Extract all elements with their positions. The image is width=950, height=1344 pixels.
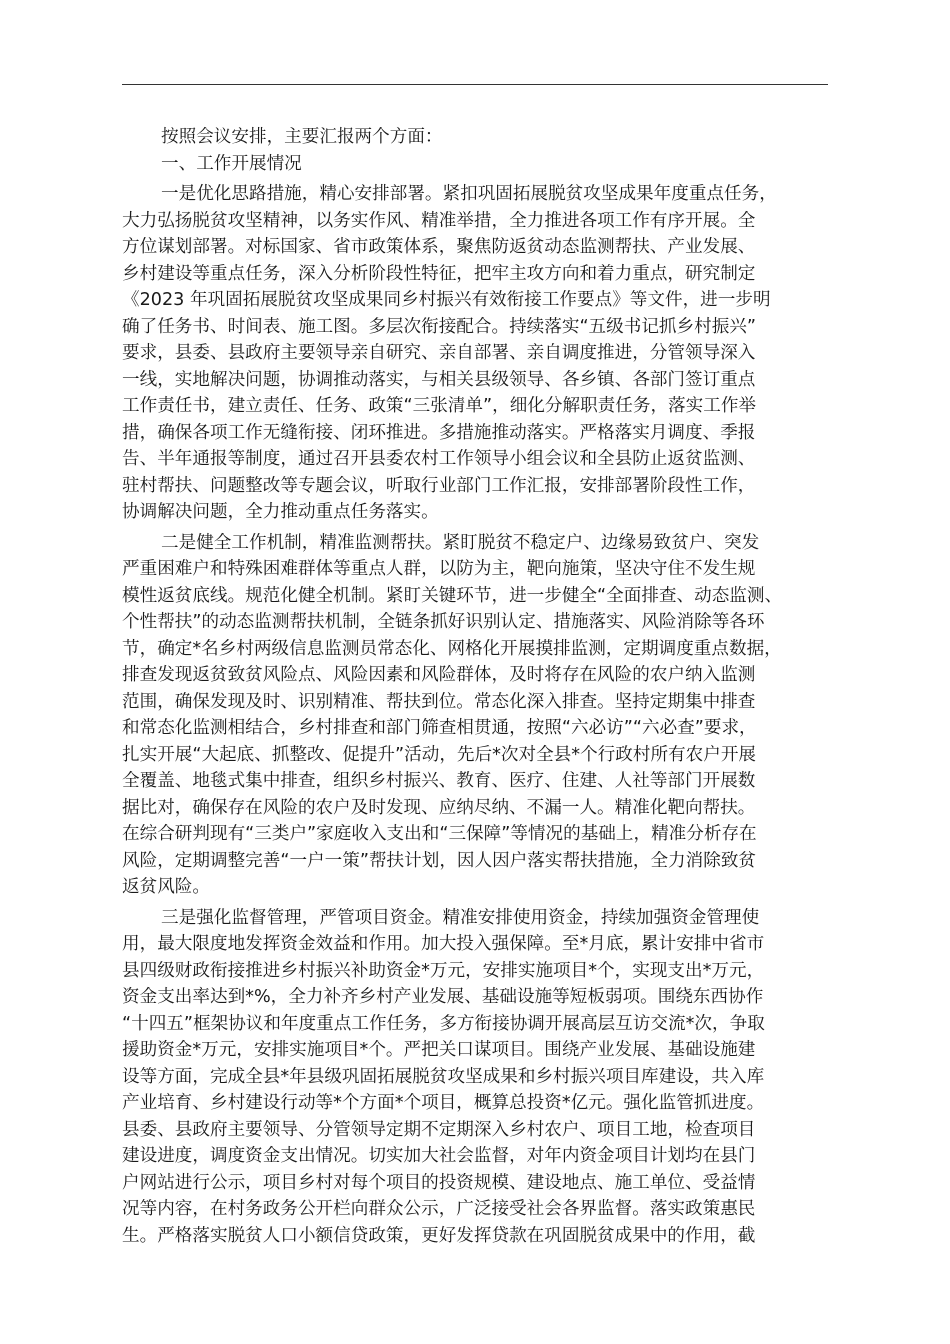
paragraph-line: 乡村建设等重点任务，深入分析阶段性特征，把牢主攻方向和着力重点，研究制定 [122, 263, 756, 284]
paragraph-line: 要求，县委、县政府主要领导亲自研究、亲自部署、亲自调度推进，分管领导深入 [122, 343, 756, 363]
paragraph-line: 二是健全工作机制，精准监测帮扶。紧盯脱贫不稳定户、边缘易致贫户、突发 [161, 532, 760, 553]
paragraph-3 [122, 905, 828, 1250]
paragraph-line: 严重困难户和特殊困难群体等重点人群，以防为主，靶向施策，坚决守住不发生规 [122, 559, 756, 579]
header-rule [122, 84, 828, 85]
paragraph-line: 协调解决问题，全力推动重点任务落实。 [122, 502, 439, 522]
paragraph-2 [122, 530, 828, 901]
paragraph-line: 风险，定期调整完善“一户一策”帮扶计划，因人因户落实帮扶措施，全力消除致贫 [122, 850, 757, 871]
paragraph-line: 县委、县政府主要领导、分管领导定期不定期深入乡村农户、项目工地，检查项目 [122, 1119, 756, 1140]
paragraph-line: 告、半年通报等制度，通过召开县委农村工作领导小组会议和全县防止返贫监测、 [122, 449, 756, 469]
paragraph-line: 大力弘扬脱贫攻坚精神，以务实作风、精准举措，全力推进各项工作有序开展。全 [122, 210, 756, 231]
paragraph-line: 方位谋划部署。对标国家、省市政策体系，聚焦防返贫动态监测帮扶、产业发展、 [122, 237, 756, 257]
paragraph-line: 节，确定*名乡村两级信息监测员常态化、网格化开展摸排监测，定期调度重点数据， [122, 638, 782, 659]
paragraph-line: 个性帮扶”的动态监测帮扶机制，全链条抓好识别认定、措施落实、风险消除等各环 [122, 612, 765, 632]
paragraph-line: 建设进度，调度资金支出情况。切实加大社会监督，对年内资金项目计划均在县门 [122, 1146, 756, 1166]
section-heading: 一、工作开展情况 [161, 153, 302, 174]
paragraph-line: 况等内容，在村务政务公开栏向群众公示，广泛接受社会各界监督。落实政策惠民 [122, 1199, 756, 1219]
paragraph-line: 和常态化监测相结合，乡村排查和部门筛查相贯通，按照“六必访”“六必查”要求， [122, 718, 757, 738]
paragraph-line: 工作责任书，建立责任、任务、政策“三张清单”，细化分解职责任务，落实工作举 [122, 396, 757, 416]
intro-line: 按照会议安排，主要汇报两个方面： [161, 127, 443, 147]
paragraph-line: 扎实开展“大起底、抓整改、促提升”活动，先后*次对全县*个行政村所有农户开展 [122, 744, 757, 765]
paragraph-1 [122, 181, 828, 526]
paragraph-line: 援助资金*万元，安排实施项目*个。严把关口谋项目。围绕产业发展、基础设施建 [122, 1040, 756, 1060]
document-body [122, 124, 828, 1249]
paragraph-line: 一是优化思路措施，精心安排部署。紧扣巩固拓展脱贫攻坚成果年度重点任务， [161, 184, 777, 204]
paragraph-line: 措，确保各项工作无缝衔接、闭环推进。多措施推动落实。严格落实月调度、季报 [122, 422, 756, 443]
paragraph-line: 生。严格落实脱贫人口小额信贷政策，更好发挥贷款在巩固脱贫成果中的作用，截 [122, 1225, 756, 1246]
paragraph-line: 《2023 年巩固拓展脱贫攻坚成果同乡村振兴有效衔接工作要点》等文件，进一步明 [122, 290, 771, 310]
paragraph-line: 范围，确保发现及时、识别精准、帮扶到位。常态化深入排查。坚持定期集中排查 [122, 691, 756, 712]
paragraph-line: 一线，实地解决问题，协调推动落实，与相关县级领导、各乡镇、各部门签订重点 [122, 369, 756, 390]
paragraph-line: 确了任务书、时间表、施工图。多层次衔接配合。持续落实“五级书记抓乡村振兴” [122, 316, 757, 337]
paragraph-line: 据比对，确保存在风险的农户及时发现、应纳尽纳、不漏一人。精准化靶向帮扶。 [122, 797, 756, 818]
paragraph-line: 产业培育、乡村建设行动等*个方面*个项目，概算总投资*亿元。强化监管抓进度。 [122, 1093, 765, 1113]
paragraph-line: 资金支出率达到*%，全力补齐乡村产业发展、基础设施等短板弱项。围绕东西协作 [122, 987, 764, 1007]
paragraph-line: 在综合研判现有“三类户”家庭收入支出和“三保障”等情况的基础上，精准分析存在 [122, 824, 757, 844]
paragraph-line: 设等方面，完成全县*年县级巩固拓展脱贫攻坚成果和乡村振兴项目库建设，共入库 [122, 1066, 765, 1087]
paragraph-line: 返贫风险。 [122, 877, 210, 897]
paragraph-line: “十四五”框架协议和年度重点工作任务，多方衔接协调开展高层互访交流*次，争取 [122, 1013, 765, 1034]
paragraph-line: 户网站进行公示，项目乡村对每个项目的投资规模、建设地点、施工单位、受益情 [122, 1172, 756, 1193]
paragraph-line: 排查发现返贫致贫风险点、风险因素和风险群体，及时将存在风险的农户纳入监测 [122, 665, 756, 685]
paragraph-line: 三是强化监督管理，严管项目资金。精准安排使用资金，持续加强资金管理使 [161, 907, 760, 928]
paragraph-line: 县四级财政衔接推进乡村振兴补助资金*万元，安排实施项目*个，实现支出*万元， [122, 960, 765, 981]
paragraph-line: 模性返贫底线。规范化健全机制。紧盯关键环节，进一步健全“全面排查、动态监测、 [122, 585, 783, 606]
paragraph-line: 驻村帮扶、问题整改等专题会议，听取行业部门工作汇报，安排部署阶段性工作， [122, 475, 756, 496]
paragraph-line: 用，最大限度地发挥资金效益和作用。加大投入强保障。至*月底，累计安排中省市 [122, 934, 765, 954]
paragraph-line: 全覆盖、地毯式集中排查，组织乡村振兴、教育、医疗、住建、人社等部门开展数 [122, 771, 756, 791]
